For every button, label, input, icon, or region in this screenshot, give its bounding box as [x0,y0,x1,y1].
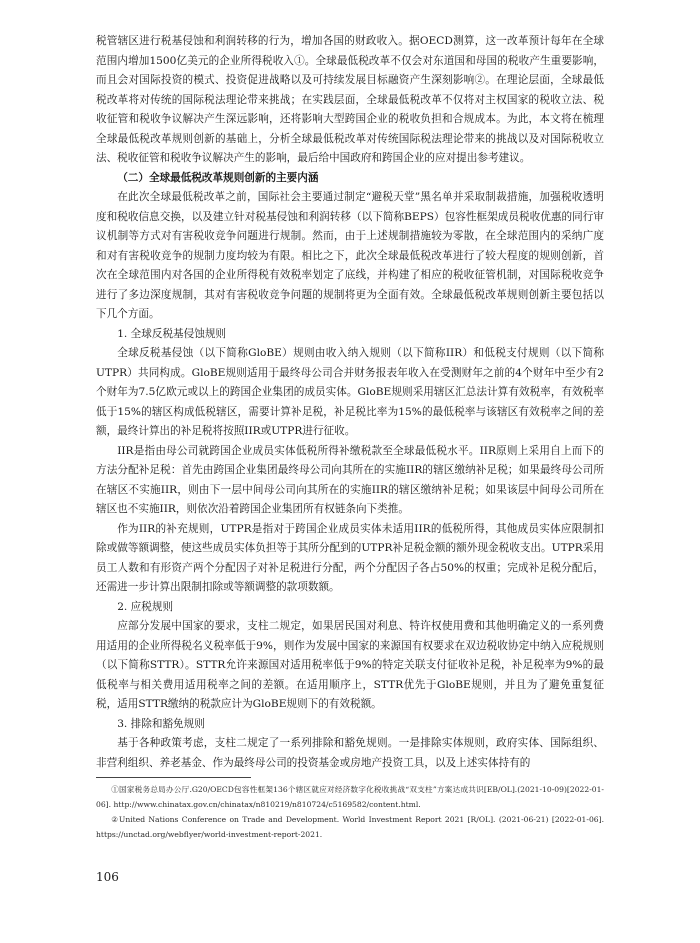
footnotes [96,782,604,842]
subsection-heading: 2. 应税规则 [117,600,174,613]
page-number: 106 [96,870,119,884]
subsection-heading: 3. 排除和豁免规则 [117,717,205,730]
subsection-heading: 1. 全球反税基侵蚀规则 [117,327,227,340]
paragraph: 在此次全球最低税改革之前，国际社会主要通过制定“避税天堂”黑名单并采取制裁措施，加强税收透明度和税收信息交换，以及建立针对税基侵蚀和利润转移（以下简称BEPS）包容性框架成员税收优惠的同行审议机制等方式对有害税收竞争问题进行规制。然而，由于上述规制措施较为零散，在全球范围内的采纳广度和对有害税收竞争的规制力度均较为有限。相比之下，此次全球最低税改革进行了较大程度的规则创新，首次在全球范围内对各国的企业所得税有效税率划定了底线，并构建了相应的税收征管机制，对国际税收竞争进行了多边深度规制，其对有害税收竞争问题的规制将更为全面有效。全球最低税改革规则创新主要包括以下几个方面。 [96,191,604,320]
footnote: ②United Nations Conference on Trade and Development. World Investment Report 2021 [R/OL]. (2021-06-21) [2022-01-06]. https://unctad.org/webflyer/world-investment-report-2021. [96,815,604,839]
body-text [96,32,604,773]
paragraph: IIR是指由母公司就跨国企业成员实体低税所得补缴税款至全球最低税水平。IIR原则上采用自上而下的方法分配补足税：首先由跨国企业集团最终母公司向其所在的实施IIR的辖区缴纳补足税；如果最终母公司所在辖区不实施IIR，则由下一层中间母公司向其所在的实施IIR的辖区缴纳补足税；如果该层中间母公司所在辖区也不实施IIR，则依次沿着跨国企业集团所有权链条向下类推。 [96,444,604,515]
paragraph: 基于各种政策考虑，支柱二规定了一系列排除和豁免规则。一是排除实体规则，政府实体、国际组织、非营利组织、养老基金、作为最终母公司的投资基金或房地产投资工具，以及上述实体持有的 [96,737,604,769]
footnote: ①国家税务总局办公厅.G20/OECD包容性框架136个辖区就应对经济数字化税收挑战“双支柱”方案达成共识[EB/OL].(2021-10-09)[2022-01-06]. http://www.chinatax.gov.cn/chinatax/n810219/n810724/c5169582/content.html. [96,785,604,809]
paragraph: 应部分发展中国家的要求，支柱二规定，如果居民国对利息、特许权使用费和其他明确定义的一系列费用适用的企业所得税名义税率低于9%，则作为发展中国家的来源国有权要求在双边税收协定中纳入应税规则（以下简称STTR）。STTR允许来源国对适用税率低于9%的特定关联支付征收补足税，补足税率为9%的最低税率与相关费用适用税率之间的差额。在适用顺序上，STTR优先于GloBE规则，并且为了避免重复征税，适用STTR缴纳的税款应计为GloBE规则下的有效税额。 [96,620,604,710]
paragraph: 全球反税基侵蚀（以下简称GloBE）规则由收入纳入规则（以下简称IIR）和低税支付规则（以下简称UTPR）共同构成。GloBE规则适用于最终母公司合并财务报表年收入在受测财年之前的4个财年中至少有2个财年为7.5亿欧元或以上的跨国企业集团的成员实体。GloBE规则采用辖区汇总法计算有效税率，有效税率低于15%的辖区构成低税辖区，需要计算补足税，补足税比率为15%的最低税率与该辖区有效税率之间的差额，最终计算出的补足税将按照IIR或UTPR进行征收。 [96,347,604,437]
footnote-divider [96,777,251,778]
section-heading: （二）全球最低税改革规则创新的主要内涵 [117,171,319,184]
paragraph: 作为IIR的补充规则，UTPR是指对于跨国企业成员实体未适用IIR的低税所得，其他成员实体应限制扣除或做等额调整，使这些成员实体负担等于其所分配到的UTPR补足税金额的额外现金税收支出。UTPR采用员工人数和有形资产两个分配因子对补足税进行分配，两个分配因子各占50%的权重；完成补足税分配后，还需进一步计算出限制扣除或等额调整的款项数额。 [96,522,604,593]
paragraph: 税管辖区进行税基侵蚀和利润转移的行为，增加各国的财政收入。据OECD测算，这一改革预计每年在全球范围内增加1500亿美元的企业所得税收入①。全球最低税改革不仅会对东道国和母国的税收产生重要影响，而且会对国际投资的模式、投资促进战略以及可持续发展目标融资产生深刻影响②。在理论层面，全球最低税改革将对传统的国际税法理论带来挑战；在实践层面，全球最低税改革不仅将对主权国家的税收立法、税收征管和税收争议解决产生深远影响，还将影响大型跨国企业的税收负担和合规成本。为此，本文将在梳理全球最低税改革规则创新的基础上，分析全球最低税改革对传统国际税法理论带来的挑战以及对国际税收立法、税收征管和税收争议解决产生的影响，最后给中国政府和跨国企业的应对提出参考建议。 [96,35,604,164]
